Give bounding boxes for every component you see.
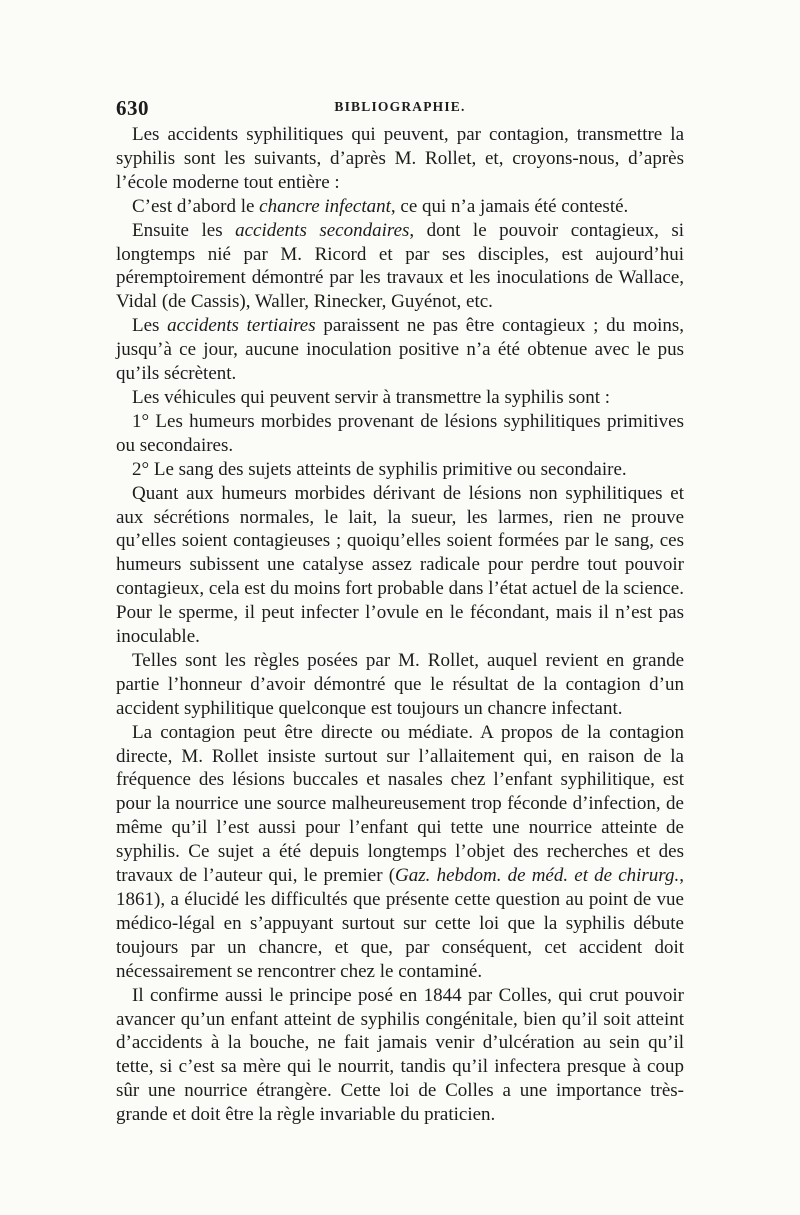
text-run: Les <box>132 315 168 337</box>
italic-text: Gaz. hebdom. de méd. et de chirurg. <box>395 865 680 887</box>
text-run: Il confirme aussi le principe posé en 1844 par Colles, qui crut pouvoir avancer qu’un enfant atteint de syphilis congénitale, bien qu’il soit atteint d’accidents à la bouche, ne fait jamais venir d’ulcération au sein qu’il tette, si c’est sa mère qui le nourrit, tandis qu’il infectera presque à coup sûr une nourrice étrangère. Cette loi de Colles a une importance très-grande et doit être la règle invariable du praticien. <box>116 984 684 1126</box>
page-header <box>116 96 684 122</box>
paragraph <box>116 984 684 1127</box>
text-run: 1° Les humeurs morbides provenant de lésions syphilitiques primitives ou secondaires. <box>116 410 684 456</box>
paragraph <box>116 219 684 315</box>
text-run: Quant aux humeurs morbides dérivant de lésions non syphilitiques et aux sécrétions normales, le lait, la sueur, les larmes, rien ne prouve qu’elles soient contagieuses ; quoiqu’elles soient formées par le sang, ces humeurs subissent une catalyse assez radicale pour perdre tout pouvoir contagieux, cela est du moins fort probable dans l’état actuel de la science. Pour le sperme, il peut infecter l’ovule en le fécondant, mais il n’est pas inoculable. <box>116 482 684 648</box>
paragraph <box>116 314 684 386</box>
text-run: , ce qui n’a jamais été contesté. <box>390 195 629 217</box>
paragraph <box>116 458 684 482</box>
book-page <box>116 96 684 1127</box>
text-run: Les accidents syphilitiques qui peuvent, par contagion, transmettre la syphilis sont les suivants, d’après M. Rollet, et, croyons-nous, d’après l’école moderne tout entière : <box>116 124 684 193</box>
page-number: 630 <box>116 96 149 120</box>
italic-text: accidents tertiaires <box>167 315 316 337</box>
text-run: La contagion peut être directe ou médiate. A propos de la contagion directe, M. Rollet insiste surtout sur l’allaitement qui, en raison de la fréquence des lésions buccales et nasales chez l’enfant syphilitique, est pour la nourrice une source malheureusement trop féconde d’infection, de même qu’il l’est aussi pour l’enfant qui tette une nourrice atteinte de syphilis. Ce sujet a été depuis longtemps l’objet des recherches et des travaux de l’auteur qui, le premier ( <box>116 721 684 887</box>
italic-text: accidents secondaires <box>235 219 410 241</box>
paragraph <box>116 123 684 195</box>
paragraph <box>116 195 684 219</box>
paragraph <box>116 482 684 649</box>
text-run: Ensuite les <box>132 219 236 241</box>
text-run: Les véhicules qui peuvent servir à transmettre la syphilis sont : <box>132 386 611 408</box>
text-run: C’est d’abord le <box>132 195 260 217</box>
text-run: 2° Le sang des sujets atteints de syphilis primitive ou secondaire. <box>132 458 627 480</box>
text-run: Telles sont les règles posées par M. Rollet, auquel revient en grande partie l’honneur d’avoir démontré que le résultat de la contagion d’un accident syphilitique quelconque est toujours un chancre infectant. <box>116 649 684 719</box>
italic-text: chancre infectant <box>259 195 391 217</box>
text-run: , 1861), a élucidé les difficultés que présente cette question au point de vue médico-légal en s’appuyant surtout sur cette loi que la syphilis débute toujours par un chancre, et que, par conséquent, cet accident doit nécessairement se rencontrer chez le contaminé. <box>116 865 685 982</box>
text-run: , dont le pouvoir contagieux, si longtemps nié par M. Ricord et par ses disciples, est aujourd’hui péremptoirement démontré par les travaux et les inoculations de Wallace, Vidal (de Cassis), Waller, Rinecker, Guyénot, etc. <box>116 219 684 313</box>
paragraph <box>116 386 684 410</box>
paragraph <box>116 649 684 721</box>
page-body <box>116 123 684 1127</box>
text-run: paraissent ne pas être contagieux ; du moins, jusqu’à ce jour, aucune inoculation positive n’a été obtenue avec le pus qu’ils sécrètent. <box>116 315 685 385</box>
paragraph <box>116 721 684 984</box>
running-head: BIBLIOGRAPHIE. <box>334 99 466 114</box>
paragraph <box>116 410 684 458</box>
